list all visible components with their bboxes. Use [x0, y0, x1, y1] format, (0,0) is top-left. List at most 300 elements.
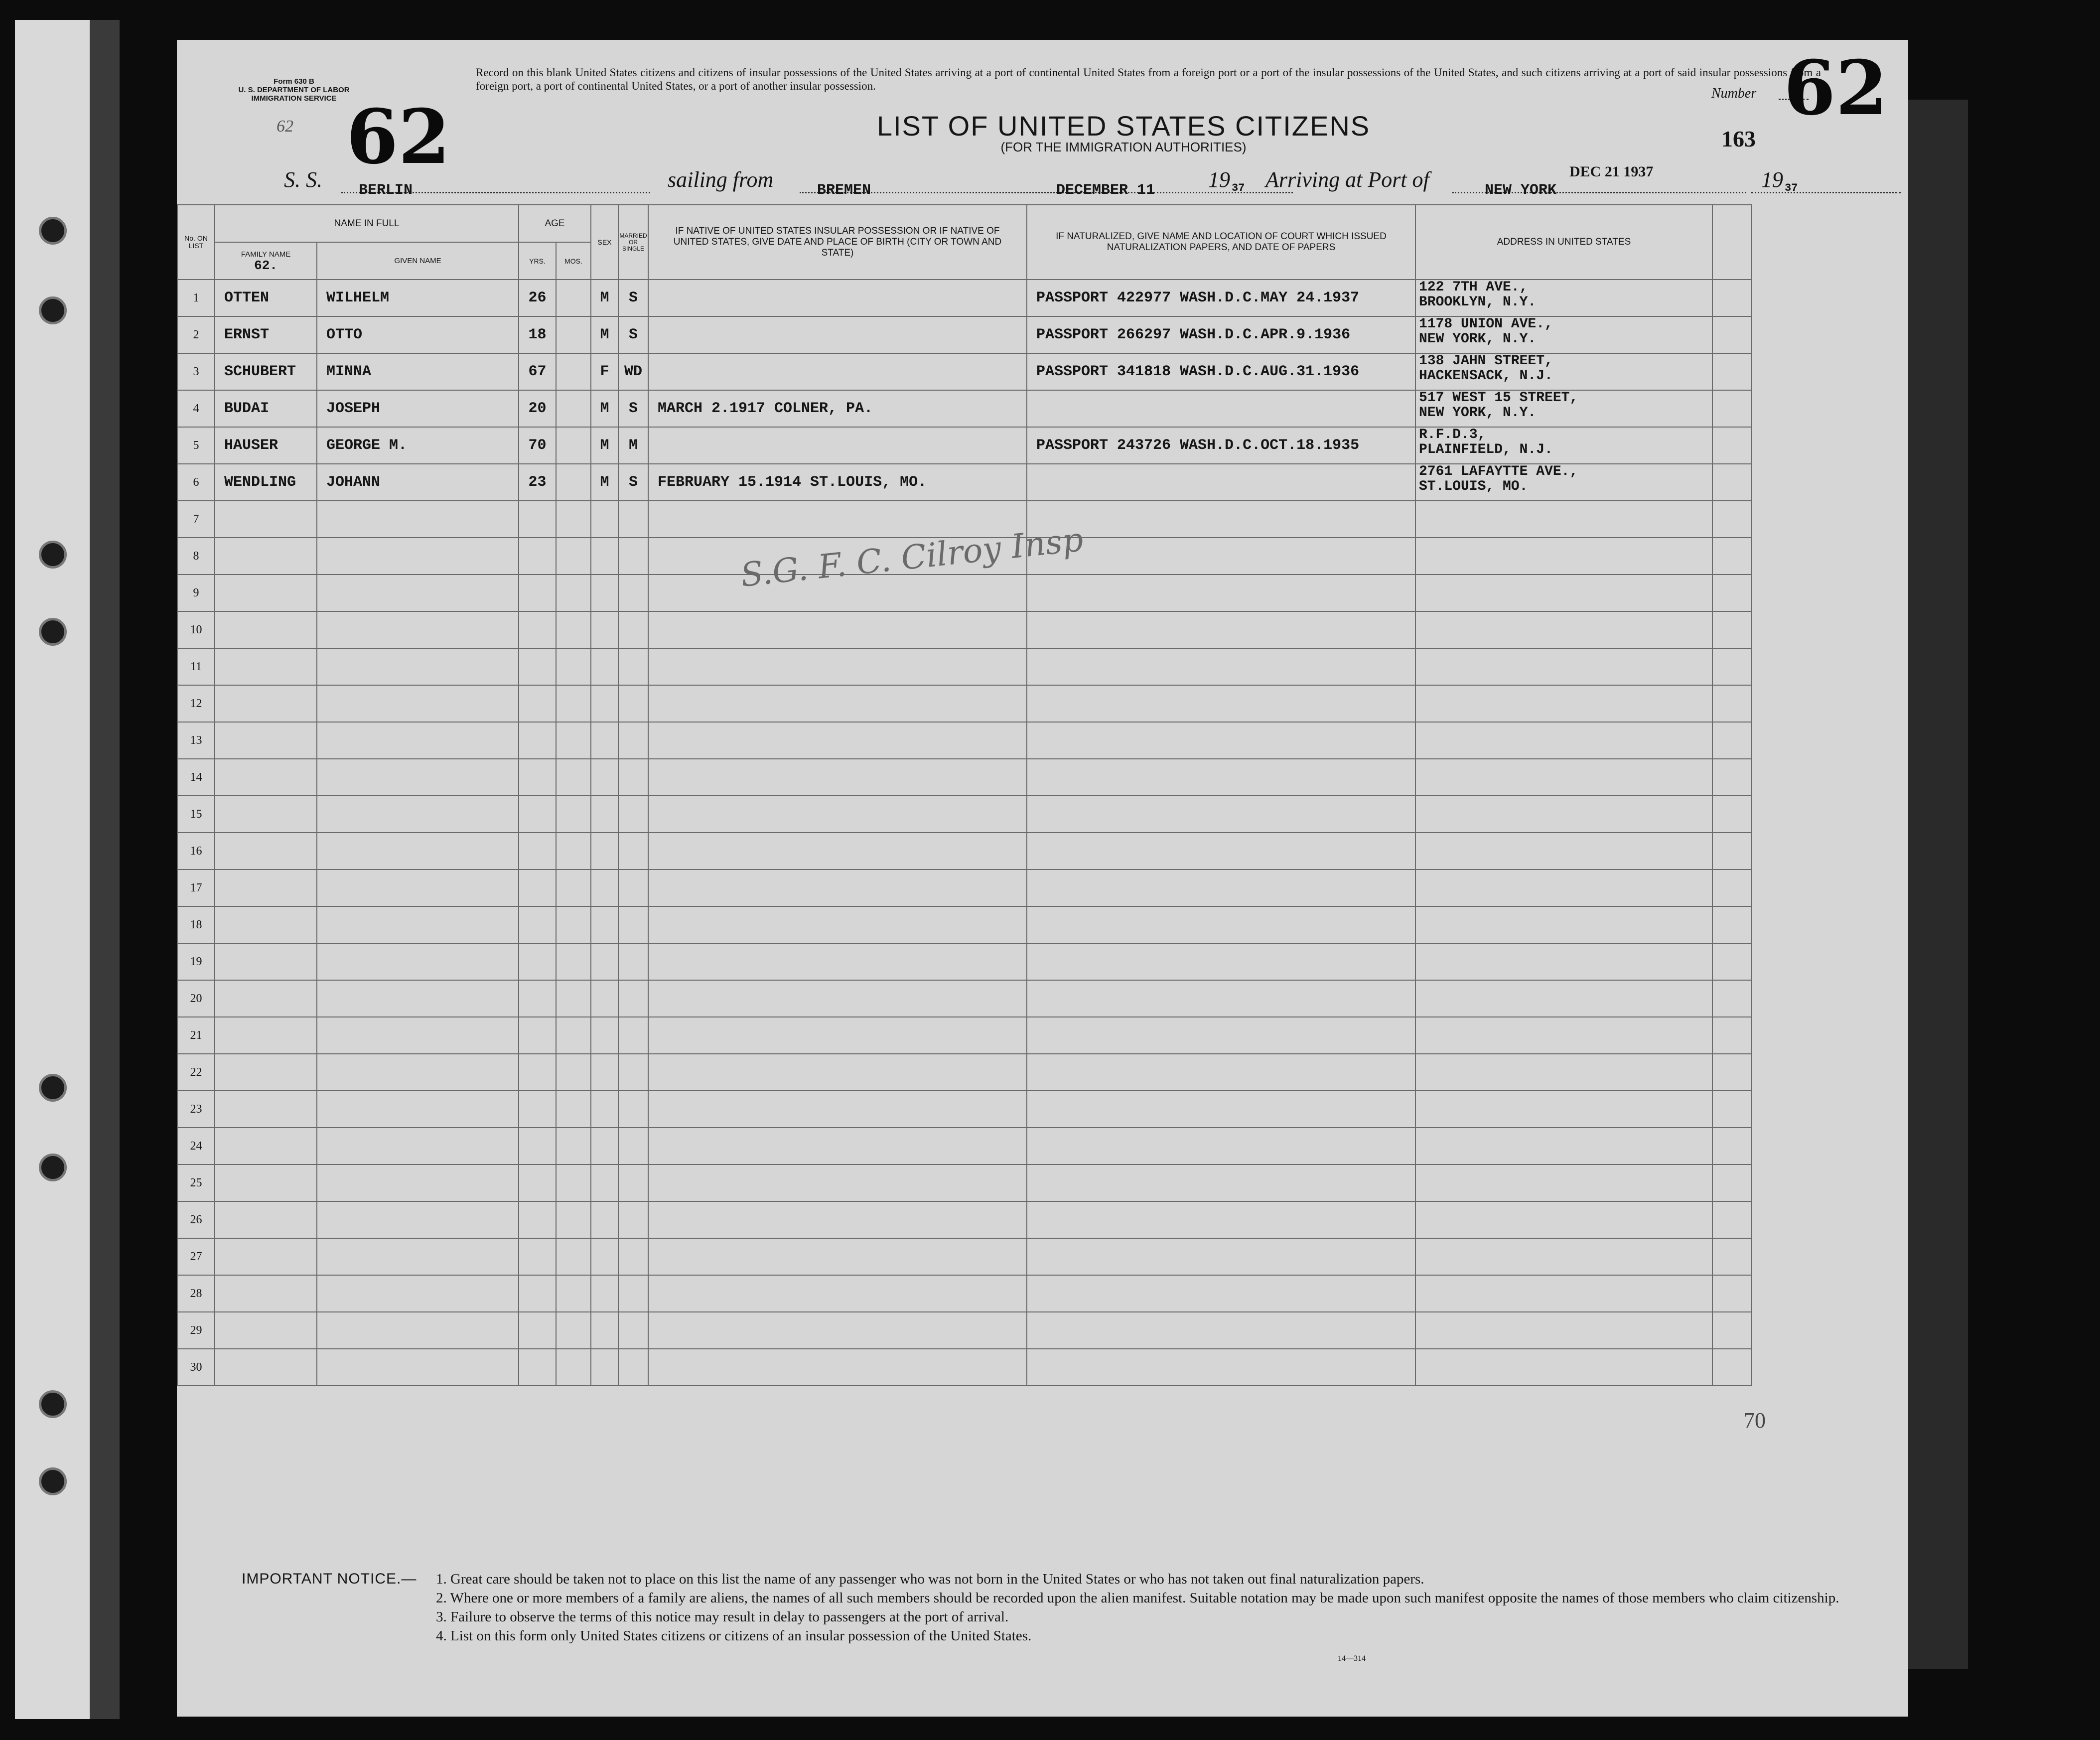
given-name-cell — [317, 943, 519, 980]
naturalization-cell — [1027, 390, 1415, 427]
passenger-table — [177, 204, 1752, 1386]
blank-cell — [1712, 1091, 1752, 1128]
marital-status-cell: S — [618, 280, 648, 316]
depart-year-prefix: 19 — [1208, 167, 1230, 192]
sex-cell: M — [591, 390, 618, 427]
row-number: 11 — [177, 648, 215, 685]
family-name-cell — [215, 722, 317, 759]
page-subtitle: (FOR THE IMMIGRATION AUTHORITIES) — [1000, 140, 1247, 154]
sex-cell — [591, 1164, 618, 1201]
age-months-cell — [556, 943, 591, 980]
birth-info-cell — [648, 611, 1027, 648]
birth-info-cell — [648, 943, 1027, 980]
family-name-cell — [215, 980, 317, 1017]
table-row — [177, 1017, 1752, 1054]
family-name-header — [215, 242, 317, 280]
given-name-cell: JOHANN — [317, 464, 519, 501]
blank-cell — [1712, 759, 1752, 796]
row-number: 21 — [177, 1017, 215, 1054]
sex-cell — [591, 1275, 618, 1312]
address-cell — [1415, 1091, 1712, 1128]
given-name-cell — [317, 870, 519, 906]
table-row — [177, 611, 1752, 648]
sex-cell — [591, 648, 618, 685]
blank-cell — [1712, 980, 1752, 1017]
blank-cell — [1712, 648, 1752, 685]
birth-info-cell — [648, 1091, 1027, 1128]
blank-cell — [1712, 870, 1752, 906]
family-name-cell — [215, 1091, 317, 1128]
blank-cell — [1712, 611, 1752, 648]
table-row — [177, 870, 1752, 906]
address-cell — [1415, 390, 1712, 427]
table-row — [177, 759, 1752, 796]
age-header: AGE — [519, 205, 591, 242]
age-years-cell — [519, 1128, 556, 1164]
table-row — [177, 906, 1752, 943]
table-row — [177, 1238, 1752, 1275]
address-line-1: 122 7TH AVE., — [1419, 280, 1528, 295]
address-line-2: NEW YORK, N.Y. — [1419, 331, 1537, 347]
marital-status-cell — [618, 1201, 648, 1238]
name-in-full-header: NAME IN FULL — [215, 205, 519, 242]
naturalization-cell: PASSPORT 243726 WASH.D.C.OCT.18.1935 — [1027, 427, 1415, 464]
given-name-cell: OTTO — [317, 316, 519, 353]
naturalization-cell — [1027, 1238, 1415, 1275]
age-months-cell — [556, 427, 591, 464]
naturalization-cell — [1027, 980, 1415, 1017]
address-line-2: HACKENSACK, N.J. — [1419, 368, 1553, 384]
naturalization-cell — [1027, 796, 1415, 833]
blank-cell — [1712, 1349, 1752, 1386]
page-title: LIST OF UNITED STATES CITIZENS — [876, 110, 1371, 142]
age-years-cell — [519, 1312, 556, 1349]
age-years-cell — [519, 1017, 556, 1054]
birth-info-cell — [648, 1238, 1027, 1275]
age-years-cell — [519, 538, 556, 575]
address-cell — [1415, 906, 1712, 943]
row-number: 3 — [177, 353, 215, 390]
family-name-cell: SCHUBERT — [215, 353, 317, 390]
binder-hole — [39, 1467, 67, 1495]
naturalization-cell: PASSPORT 341818 WASH.D.C.AUG.31.1936 — [1027, 353, 1415, 390]
address-line-2: PLAINFIELD, N.J. — [1419, 442, 1553, 457]
birth-info-cell — [648, 759, 1027, 796]
row-number: 25 — [177, 1164, 215, 1201]
notice-item: 3. Failure to observe the terms of this notice may result in delay to passengers at the port of arrival. — [436, 1609, 1009, 1625]
sex-cell — [591, 1091, 618, 1128]
row-number: 7 — [177, 501, 215, 538]
notice-item: 1. Great care should be taken not to place on this list the name of any passenger who was not born in the United States or who has not taken out final naturalization papers. — [436, 1571, 1424, 1587]
birth-info-cell — [648, 980, 1027, 1017]
row-number: 24 — [177, 1128, 215, 1164]
table-row — [177, 796, 1752, 833]
age-years-cell — [519, 722, 556, 759]
naturalization-cell — [1027, 1054, 1415, 1091]
inspector-signature: S.G. F. C. Cilroy Insp — [738, 520, 1085, 594]
address-cell — [1415, 427, 1712, 464]
pencil-page-mark: 62 — [277, 117, 293, 136]
blank-cell — [1712, 1238, 1752, 1275]
family-name-cell — [215, 1238, 317, 1275]
given-name-header: GIVEN NAME — [317, 242, 519, 280]
marital-status-cell — [618, 1275, 648, 1312]
marital-status-cell — [618, 1164, 648, 1201]
table-row — [177, 316, 1752, 353]
sex-cell — [591, 722, 618, 759]
family-name-cell — [215, 943, 317, 980]
sex-cell: F — [591, 353, 618, 390]
sex-cell — [591, 1349, 618, 1386]
marital-status-cell — [618, 722, 648, 759]
family-name-cell — [215, 906, 317, 943]
birth-info-cell — [648, 280, 1027, 316]
age-months-cell — [556, 611, 591, 648]
arrive-year: 37 — [1785, 182, 1798, 194]
passenger-rows — [177, 280, 1752, 1386]
row-number: 10 — [177, 611, 215, 648]
blank-cell — [1712, 1128, 1752, 1164]
row-number: 14 — [177, 759, 215, 796]
port-to: NEW YORK — [1485, 182, 1557, 199]
age-years-cell — [519, 943, 556, 980]
naturalization-cell — [1027, 538, 1415, 575]
family-name-cell: OTTEN — [215, 280, 317, 316]
marital-status-cell — [618, 796, 648, 833]
age-months-cell — [556, 870, 591, 906]
birth-info-cell: MARCH 2.1917 COLNER, PA. — [648, 390, 1027, 427]
binder-hole — [39, 618, 67, 646]
given-name-cell — [317, 833, 519, 870]
blank-cell — [1712, 575, 1752, 611]
family-name-cell — [215, 1201, 317, 1238]
next-page-edge — [1908, 100, 1968, 1669]
given-name-cell — [317, 1201, 519, 1238]
given-name-cell — [317, 575, 519, 611]
naturalization-cell — [1027, 1349, 1415, 1386]
address-cell — [1415, 501, 1712, 538]
age-years-cell: 70 — [519, 427, 556, 464]
age-months-cell — [556, 1349, 591, 1386]
birth-info-cell — [648, 1017, 1027, 1054]
age-months-cell — [556, 538, 591, 575]
row-number: 19 — [177, 943, 215, 980]
row-number: 30 — [177, 1349, 215, 1386]
row-number: 8 — [177, 538, 215, 575]
age-years-cell — [519, 685, 556, 722]
marital-status-cell — [618, 1054, 648, 1091]
address-cell — [1415, 796, 1712, 833]
marital-status-cell — [618, 538, 648, 575]
address-cell — [1415, 1275, 1712, 1312]
address-cell — [1415, 1128, 1712, 1164]
row-number: 26 — [177, 1201, 215, 1238]
blank-cell — [1712, 501, 1752, 538]
family-name-cell — [215, 759, 317, 796]
family-name-cell — [215, 1349, 317, 1386]
address-cell — [1415, 980, 1712, 1017]
blank-cell — [1712, 722, 1752, 759]
form-preamble: Record on this blank United States citizens and citizens of insular possessions of the United States arriving at a port of continental United States from a foreign port or a port of the insular possessions of the United States, and such citizens arriving at a port of said insular possessions from a foreign port, a port of continental United States, or a port of another insular possession. — [476, 66, 1821, 92]
sex-cell: M — [591, 427, 618, 464]
row-number: 12 — [177, 685, 215, 722]
sex-cell — [591, 870, 618, 906]
naturalization-cell — [1027, 1312, 1415, 1349]
table-row — [177, 390, 1752, 427]
row-number: 5 — [177, 427, 215, 464]
naturalization-cell — [1027, 685, 1415, 722]
age-years-cell — [519, 1238, 556, 1275]
birth-info-cell — [648, 427, 1027, 464]
age-months-cell — [556, 906, 591, 943]
birth-info-cell — [648, 1349, 1027, 1386]
age-years-cell — [519, 906, 556, 943]
age-months-cell — [556, 685, 591, 722]
table-row — [177, 722, 1752, 759]
age-months-cell — [556, 575, 591, 611]
row-number: 27 — [177, 1238, 215, 1275]
blank-cell — [1712, 538, 1752, 575]
blank-cell — [1712, 1275, 1752, 1312]
sex-cell — [591, 1312, 618, 1349]
address-cell — [1415, 1349, 1712, 1386]
birth-info-cell — [648, 1128, 1027, 1164]
family-name-cell — [215, 685, 317, 722]
address-cell — [1415, 464, 1712, 501]
blank-cell — [1712, 1164, 1752, 1201]
birth-info-cell — [648, 796, 1027, 833]
naturalization-cell — [1027, 722, 1415, 759]
address-cell — [1415, 538, 1712, 575]
table-row — [177, 1054, 1752, 1091]
pencil-total: 70 — [1744, 1408, 1766, 1433]
yrs-header: YRS. — [519, 242, 556, 280]
family-name-cell — [215, 1017, 317, 1054]
row-number: 28 — [177, 1275, 215, 1312]
given-name-cell — [317, 722, 519, 759]
page-stamp-number: 62 — [346, 93, 450, 181]
age-years-cell — [519, 501, 556, 538]
age-months-cell — [556, 1238, 591, 1275]
age-months-cell — [556, 390, 591, 427]
notice-item: 2. Where one or more members of a family are aliens, the names of all such members should be recorded upon the alien manifest. Suitable notation may be made upon such manifest opposite the names of those members who claim citizenship. — [436, 1590, 1839, 1606]
depart-date: DECEMBER 11 — [1056, 182, 1155, 199]
sex-cell — [591, 1201, 618, 1238]
row-number: 2 — [177, 316, 215, 353]
manifest-sheet — [177, 40, 1908, 1717]
family-name-cell: BUDAI — [215, 390, 317, 427]
birth-info-cell — [648, 353, 1027, 390]
age-months-cell — [556, 280, 591, 316]
sex-cell — [591, 980, 618, 1017]
age-months-cell — [556, 501, 591, 538]
age-years-cell — [519, 796, 556, 833]
marital-status-cell — [618, 685, 648, 722]
naturalization-cell — [1027, 575, 1415, 611]
marital-status-cell — [618, 648, 648, 685]
blank-cell — [1712, 1201, 1752, 1238]
marital-status-cell — [618, 833, 648, 870]
sex-cell — [591, 1238, 618, 1275]
marital-status-cell — [618, 611, 648, 648]
binder-hole — [39, 1154, 67, 1181]
given-name-cell — [317, 1128, 519, 1164]
age-years-cell — [519, 759, 556, 796]
marital-status-cell: WD — [618, 353, 648, 390]
record-number: 163 — [1721, 126, 1756, 151]
family-name-cell — [215, 1275, 317, 1312]
notice-item: 4. List on this form only United States citizens or citizens of an insular possession of the United States. — [436, 1628, 1032, 1644]
age-years-cell — [519, 1201, 556, 1238]
given-name-cell — [317, 1349, 519, 1386]
birth-info-cell — [648, 1201, 1027, 1238]
table-row — [177, 943, 1752, 980]
sex-cell — [591, 1054, 618, 1091]
row-number: 16 — [177, 833, 215, 870]
naturalization-cell — [1027, 833, 1415, 870]
age-years-cell — [519, 648, 556, 685]
age-years-cell — [519, 870, 556, 906]
blank-cell — [1712, 427, 1752, 464]
ss-label: S. S. — [284, 167, 322, 192]
age-months-cell — [556, 833, 591, 870]
important-notice — [242, 1570, 1911, 1645]
birth-info-cell — [648, 685, 1027, 722]
naturalization-cell — [1027, 759, 1415, 796]
address-line-1: 517 WEST 15 STREET, — [1419, 390, 1578, 406]
sex-cell — [591, 501, 618, 538]
sex-cell — [591, 796, 618, 833]
address-line-2: BROOKLYN, N.Y. — [1419, 294, 1537, 310]
naturalization-cell — [1027, 906, 1415, 943]
address-cell — [1415, 833, 1712, 870]
sailing-from-label: sailing from — [668, 167, 774, 192]
given-name-cell — [317, 1054, 519, 1091]
address-cell — [1415, 648, 1712, 685]
age-months-cell — [556, 1091, 591, 1128]
age-months-cell — [556, 759, 591, 796]
row-number: 4 — [177, 390, 215, 427]
birth-info-cell — [648, 722, 1027, 759]
marital-status-cell — [618, 1128, 648, 1164]
address-cell — [1415, 759, 1712, 796]
no-on-list-header: No. ON LIST — [177, 205, 215, 280]
notice-heading: IMPORTANT NOTICE.— — [242, 1571, 417, 1587]
age-years-cell: 18 — [519, 316, 556, 353]
number-label: Number — [1711, 86, 1757, 101]
table-row — [177, 980, 1752, 1017]
marital-status-cell — [618, 575, 648, 611]
age-years-cell — [519, 1054, 556, 1091]
blank-cell — [1712, 316, 1752, 353]
table-row — [177, 353, 1752, 390]
naturalization-cell — [1027, 943, 1415, 980]
table-row — [177, 575, 1752, 611]
blank-cell — [1712, 280, 1752, 316]
marital-status-cell — [618, 1017, 648, 1054]
naturalization-cell: PASSPORT 266297 WASH.D.C.APR.9.1936 — [1027, 316, 1415, 353]
arriving-label: Arriving at Port of — [1265, 167, 1429, 192]
address-header: ADDRESS IN UNITED STATES — [1415, 205, 1712, 280]
table-row — [177, 1312, 1752, 1349]
form-identifier — [232, 77, 356, 103]
row-number: 15 — [177, 796, 215, 833]
given-name-cell — [317, 1091, 519, 1128]
age-months-cell — [556, 1128, 591, 1164]
age-months-cell — [556, 722, 591, 759]
family-note: 62. — [254, 258, 278, 273]
age-months-cell — [556, 1312, 591, 1349]
age-months-cell — [556, 1054, 591, 1091]
blank-cell — [1712, 353, 1752, 390]
age-years-cell: 26 — [519, 280, 556, 316]
naturalization-header: IF NATURALIZED, GIVE NAME AND LOCATION OF COURT WHICH ISSUED NATURALIZATION PAPERS, AND DATE OF PAPERS — [1027, 205, 1415, 280]
marital-status-cell — [618, 980, 648, 1017]
binder-hole — [39, 1390, 67, 1418]
blank-header — [1712, 205, 1752, 280]
birth-info-cell — [648, 1054, 1027, 1091]
naturalization-cell — [1027, 1091, 1415, 1128]
naturalization-cell — [1027, 648, 1415, 685]
age-years-cell — [519, 1164, 556, 1201]
arrive-year-prefix: 19 — [1761, 167, 1783, 192]
birth-info-cell: FEBRUARY 15.1914 ST.LOUIS, MO. — [648, 464, 1027, 501]
given-name-cell: MINNA — [317, 353, 519, 390]
table-row — [177, 1275, 1752, 1312]
given-name-cell — [317, 538, 519, 575]
marital-status-cell — [618, 943, 648, 980]
given-name-cell — [317, 648, 519, 685]
birth-info-cell — [648, 648, 1027, 685]
arrival-date-stamp: DEC 21 1937 — [1569, 163, 1654, 180]
sex-cell — [591, 1017, 618, 1054]
binder-spine — [90, 20, 120, 1719]
sex-cell — [591, 833, 618, 870]
table-row — [177, 1128, 1752, 1164]
sex-cell — [591, 759, 618, 796]
table-row — [177, 1349, 1752, 1386]
row-number: 18 — [177, 906, 215, 943]
address-cell — [1415, 611, 1712, 648]
binder-hole — [39, 541, 67, 569]
address-line-1: R.F.D.3, — [1419, 427, 1486, 442]
address-cell — [1415, 1054, 1712, 1091]
naturalization-cell — [1027, 464, 1415, 501]
family-name-label: FAMILY NAME — [241, 250, 291, 259]
naturalization-cell: PASSPORT 422977 WASH.D.C.MAY 24.1937 — [1027, 280, 1415, 316]
table-row — [177, 1164, 1752, 1201]
sex-cell — [591, 943, 618, 980]
given-name-cell — [317, 1312, 519, 1349]
family-name-cell — [215, 833, 317, 870]
address-cell — [1415, 1164, 1712, 1201]
row-number: 6 — [177, 464, 215, 501]
naturalization-cell — [1027, 1164, 1415, 1201]
age-months-cell — [556, 464, 591, 501]
age-years-cell: 67 — [519, 353, 556, 390]
sex-cell — [591, 538, 618, 575]
age-months-cell — [556, 648, 591, 685]
marital-status-cell — [618, 1238, 648, 1275]
age-years-cell: 20 — [519, 390, 556, 427]
depart-year: 37 — [1232, 182, 1245, 194]
given-name-cell — [317, 1238, 519, 1275]
sex-cell: M — [591, 280, 618, 316]
address-cell — [1415, 870, 1712, 906]
row-number: 1 — [177, 280, 215, 316]
blank-cell — [1712, 464, 1752, 501]
blank-cell — [1712, 796, 1752, 833]
